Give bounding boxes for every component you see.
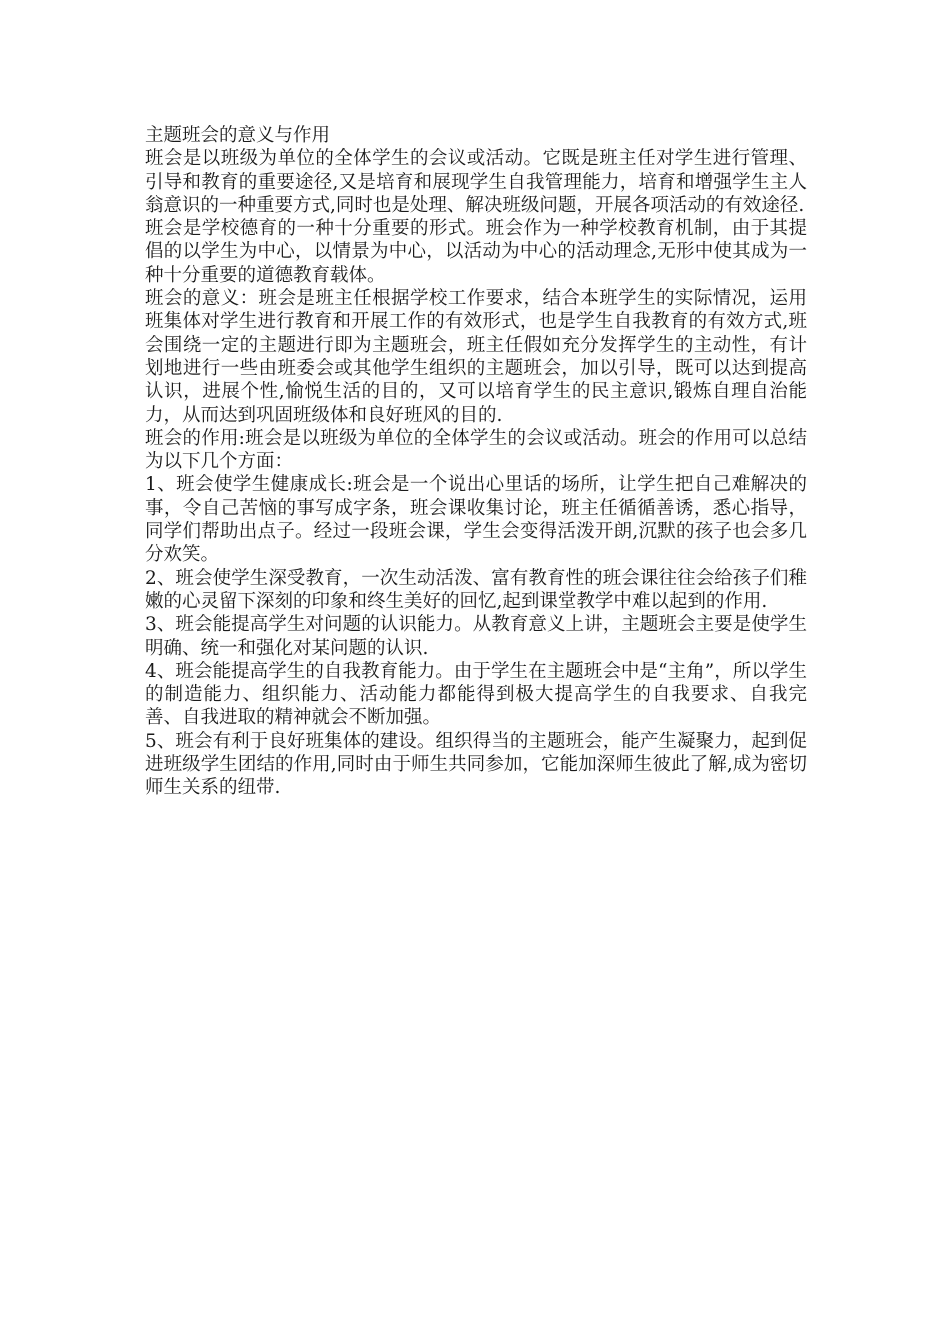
paragraph-moral-education: 班会是学校德育的一种十分重要的形式。班会作为一种学校教育机制，由于其提倡的以学生为中心，以情景为中心，以活动为中心的活动理念,无形中使其成为一种十分重要的道德教育载体。 [145,218,807,286]
paragraph-function-2: 2、班会使学生深受教育，一次生动活泼、富有教育性的班会课往往会给孩子们稚嫩的心灵留下深刻的印象和终生美好的回忆,起到课堂教学中难以起到的作用. [145,567,807,612]
paragraph-meaning: 班会的意义：班会是班主任根据学校工作要求，结合本班学生的实际情况，运用班集体对学生进行教育和开展工作的有效形式，也是学生自我教育的有效方式,班会围绕一定的主题进行即为主题班会，班主任假如充分发挥学生的主动性，有计划地进行一些由班委会或其他学生组织的主题班会，加以引导，既可以达到提高认识，进展个性,愉悦生活的目的，又可以培育学生的民主意识,锻炼自理自治能力，从而达到巩固班级体和良好班风的目的. [145,288,807,426]
paragraph-function-4: 4、班会能提高学生的自我教育能力。由于学生在主题班会中是“主角”，所以学生的制造能力、组织能力、活动能力都能得到极大提高学生的自我要求、自我完善、自我进取的精神就会不断加强。 [145,660,807,729]
paragraph-function-3: 3、班会能提高学生对问题的认识能力。从教育意义上讲，主题班会主要是使学生明确、统一和强化对某问题的认识. [145,614,807,659]
paragraph-function-5: 5、班会有利于良好班集体的建设。组织得当的主题班会，能产生凝聚力，起到促进班级学生团结的作用,同时由于师生共同参加，它能加深师生彼此了解,成为密切师生关系的纽带. [145,730,807,799]
paragraph-function-1: 1、班会使学生健康成长:班会是一个说出心里话的场所，让学生把自己难解决的事，令自己苦恼的事写成字条，班会课收集讨论，班主任循循善诱，悉心指导，同学们帮助出点子。经过一段班会课，学生会变得活泼开朗,沉默的孩子也会多几分欢笑。 [145,474,807,566]
paragraph-intro: 班会是以班级为单位的全体学生的会议或活动。它既是班主任对学生进行管理、引导和教育的重要途径,又是培育和展现学生自我管理能力，培育和增强学生主人翁意识的一种重要方式,同时也是处理、解决班级问题，开展各项活动的有效途径. [145,148,807,216]
document-body [145,124,807,800]
document-title: 主题班会的意义与作用 [145,125,331,146]
paragraph-functions-intro: 班会的作用:班会是以班级为单位的全体学生的会议或活动。班会的作用可以总结为以下几个方面： [145,427,807,473]
